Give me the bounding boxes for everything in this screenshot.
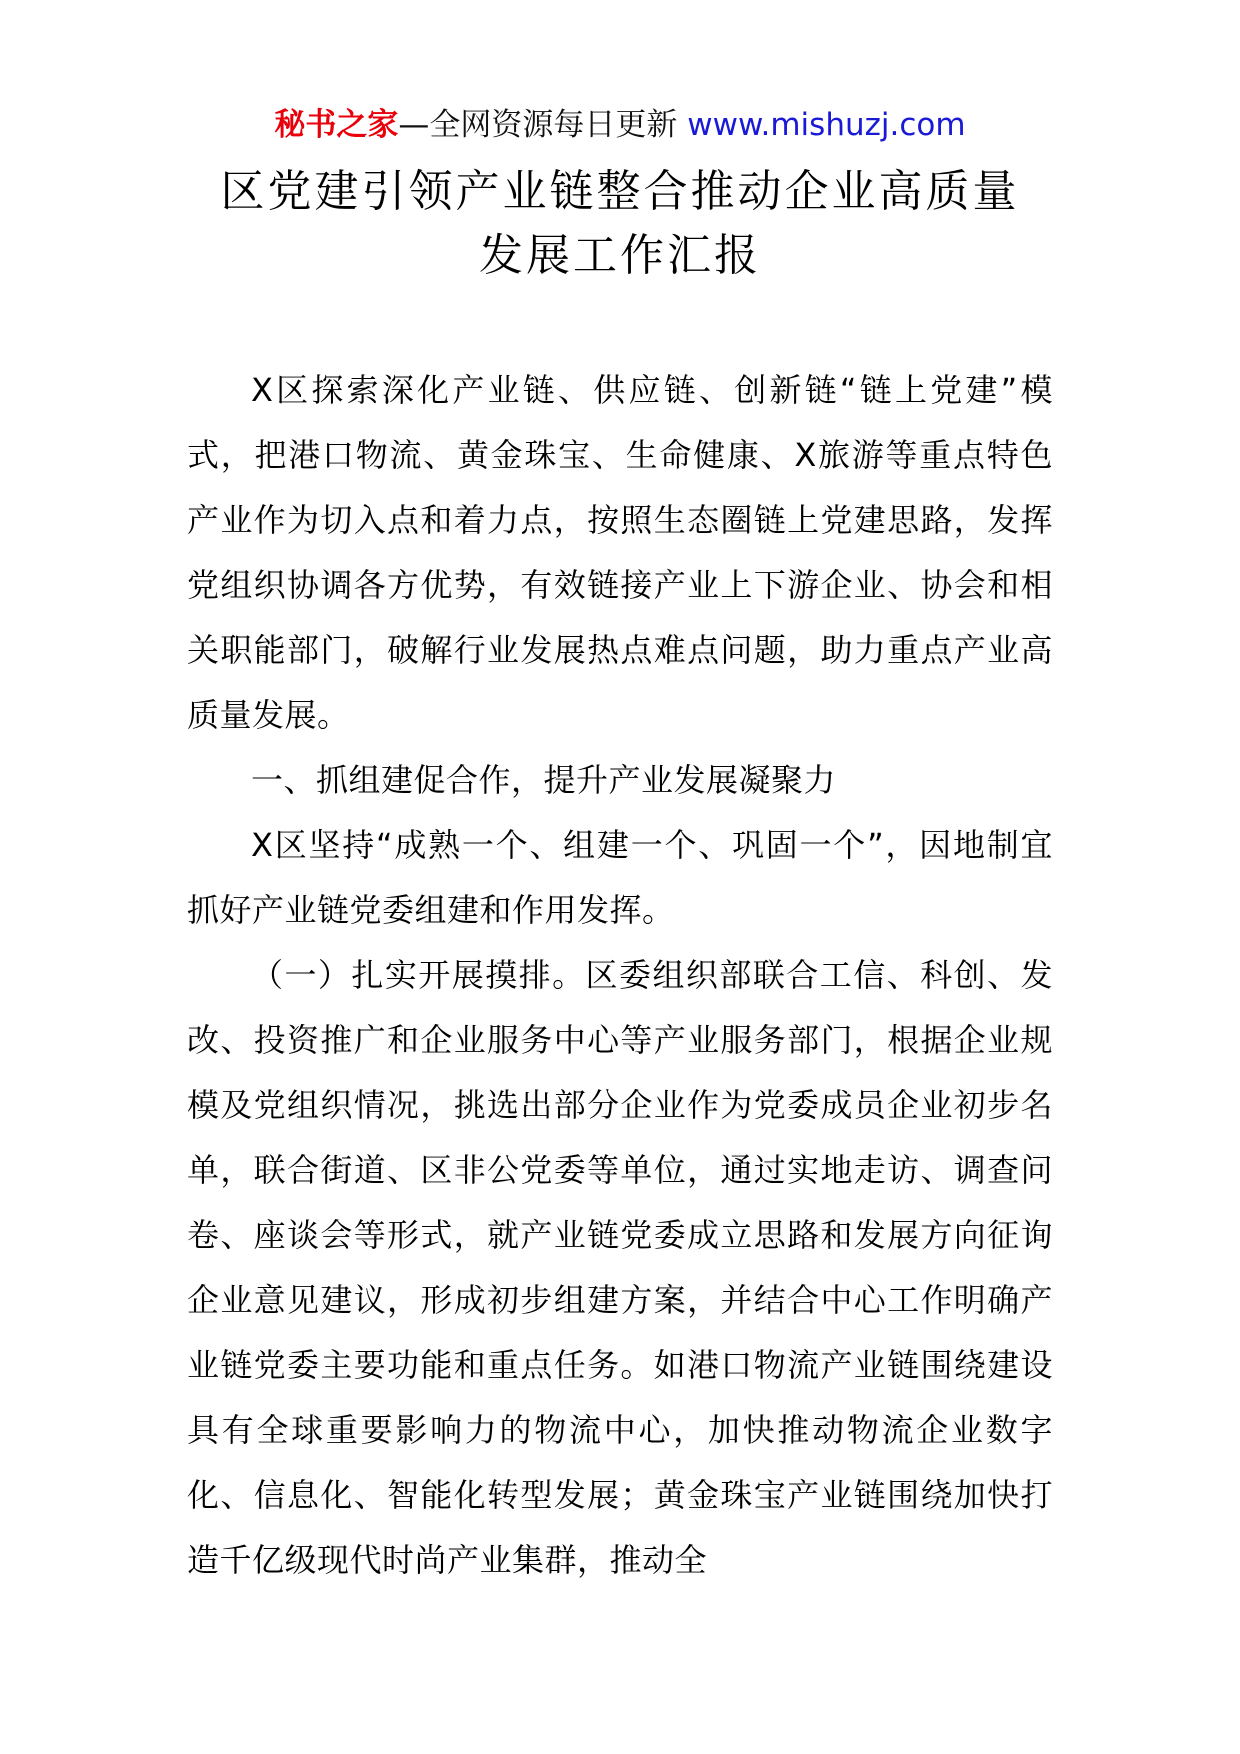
- intro-paragraph: X区探索深化产业链、供应链、创新链“链上党建”模式，把港口物流、黄金珠宝、生命健康、X旅游等重点特色产业作为切入点和着力点，按照生态圈链上党建思路，发挥党组织协调各方优势，有效链接产业上下游企业、协会和相关职能部门，破解行业发展热点难点问题，助力重点产业高质量发展。: [187, 371, 1053, 734]
- site-header: [0, 103, 1240, 147]
- site-tagline: —全网资源每日更新: [398, 107, 678, 143]
- site-name: 秘书之家: [274, 107, 399, 143]
- section-paragraph: X区坚持“成熟一个、组建一个、巩固一个”，因地制宜抓好产业链党委组建和作用发挥。: [187, 826, 1053, 929]
- title-line-1: 区党建引领产业链整合推动企业高质量: [220, 166, 1020, 217]
- subsection-paragraph: （一）扎实开展摸排。区委组织部联合工信、科创、发改、投资推广和企业服务中心等产业服务部门，根据企业规模及党组织情况，挑选出部分企业作为党委成员企业初步名单，联合街道、区非公党委等单位，通过实地走访、调查问卷、座谈会等形式，就产业链党委成立思路和发展方向征询企业意见建议，形成初步组建方案，并结合中心工作明确产业链党委主要功能和重点任务。如港口物流产业链围绕建设具有全球重要影响力的物流中心，加快推动物流企业数字化、信息化、智能化转型发展；黄金珠宝产业链围绕加快打造千亿级现代时尚产业集群，推动全: [187, 956, 1053, 1579]
- title-line-2: 发展工作汇报: [479, 230, 761, 281]
- site-url-link[interactable]: www.mishuzj.com: [687, 107, 966, 143]
- section-heading: 一、抓组建促合作，提升产业发展凝聚力: [251, 761, 837, 799]
- document-body: [187, 358, 1053, 1593]
- document-title: [0, 160, 1240, 288]
